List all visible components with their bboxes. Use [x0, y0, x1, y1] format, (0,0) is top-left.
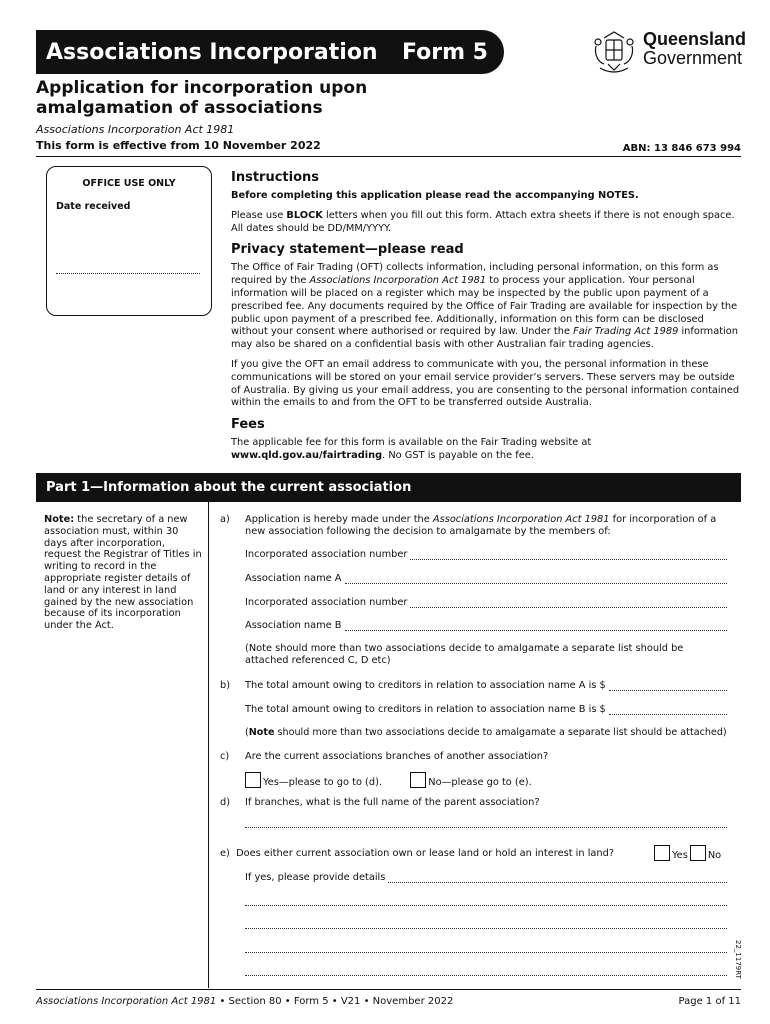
footer-divider — [36, 989, 741, 990]
amount-owing-b-field[interactable]: The total amount owing to creditors in relation to association name B is $ — [245, 704, 727, 715]
office-use-box — [46, 166, 212, 316]
form-number: Form 5 — [402, 39, 488, 65]
land-details-line-5[interactable] — [245, 974, 727, 976]
privacy-text: The Office of Fair Trading (OFT) collects information, including personal information, on this form as required by the Associations Incorporation Act 1981 to process your application. Your personal information will be placed on a register which may be inspected by the public upon payment of a prescribed fee. Any documents required by the Office of Fair Trading are available for inspection by the public upon payment of a prescribed fee. Additionally, information on this form can be disclosed without your consent where authorised or required by law. Under the Fair Trading Act 1989 information may also be shared on a confidential basis with other Australian fair trading agencies. — [231, 262, 738, 351]
land-no-checkbox[interactable] — [690, 845, 706, 861]
land-yes-label: Yes — [672, 850, 688, 861]
item-a-label: a) — [220, 514, 230, 525]
branches-yes-checkbox[interactable] — [245, 772, 261, 788]
fair-trading-link[interactable]: www.qld.gov.au/fairtrading — [231, 449, 383, 461]
page-title: Application for incorporation upon amalgamation of associations — [36, 78, 368, 118]
office-use-title: OFFICE USE ONLY — [82, 178, 176, 189]
association-name-b-field[interactable]: Association name B — [245, 620, 727, 631]
act-name: Associations Incorporation Act 1981 — [36, 123, 235, 136]
incorporated-number-a-field[interactable]: Incorporated association number — [245, 549, 727, 560]
amount-owing-a-field[interactable]: The total amount owing to creditors in relation to association name A is $ — [245, 680, 727, 691]
footer-reference: Associations Incorporation Act 1981 • Section 80 • Form 5 • V21 • November 2022 — [36, 996, 454, 1007]
item-a-text: Application is hereby made under the Associations Incorporation Act 1981 for incorporation of a new association following the decision to amalgamate by the members of: — [245, 514, 717, 537]
land-options — [654, 845, 721, 862]
part1-note: Note: the secretary of a new association must, within 30 days after incorporation, request the Registrar of Titles in writing to record in the appropriate register details of land or any interest in land gained by the new association because of its incorporation under the Act. — [44, 514, 202, 632]
branches-question: Are the current associations branches of another association? — [245, 751, 549, 762]
privacy-heading: Privacy statement—please read — [231, 242, 464, 258]
parent-association-field[interactable] — [245, 826, 727, 828]
logo-line-2: Government — [643, 48, 743, 68]
queensland-government-logo — [590, 28, 747, 78]
abn-number: ABN: 13 846 673 994 — [622, 143, 741, 154]
form-banner — [36, 30, 504, 74]
column-divider — [208, 502, 209, 988]
branches-no-checkbox[interactable] — [410, 772, 426, 788]
side-form-code: 22_1179RT — [734, 940, 742, 979]
land-details-line-3[interactable] — [245, 927, 727, 929]
branches-yes-label: Yes—please to go to (d). — [263, 777, 383, 788]
land-yes-checkbox[interactable] — [654, 845, 670, 861]
date-received-line — [56, 273, 200, 274]
item-b-label: b) — [220, 680, 231, 691]
banner-title: Associations Incorporation — [46, 39, 378, 65]
instructions-notes: Before completing this application please read the accompanying NOTES. — [231, 190, 639, 201]
instructions-heading: Instructions — [231, 170, 320, 185]
land-no-label: No — [707, 850, 722, 861]
header-divider — [36, 156, 741, 157]
land-question: e) Does either current association own or lease land or hold an interest in land? — [220, 848, 615, 859]
page-number: Page 1 of 11 — [678, 996, 741, 1007]
branches-options — [245, 772, 532, 789]
land-details-field[interactable]: If yes, please provide details — [245, 872, 727, 883]
parent-association-question: If branches, what is the full name of the parent association? — [245, 797, 540, 808]
part1-header: Part 1—Information about the current association — [36, 473, 741, 502]
fees-heading: Fees — [231, 417, 265, 433]
note-more-associations: (Note should more than two associations decide to amalgamate a separate list should be attached referenced C, D etc) — [245, 643, 684, 666]
land-details-line-2[interactable] — [245, 904, 727, 906]
instructions-section — [231, 170, 741, 470]
date-received-label: Date received — [56, 201, 131, 212]
effective-date: This form is effective from 10 November 2022 — [36, 139, 321, 152]
branches-no-label: No—please go to (e). — [428, 777, 532, 788]
item-d-label: d) — [220, 797, 231, 808]
association-name-a-field[interactable]: Association name A — [245, 573, 727, 584]
fees-text: The applicable fee for this form is available on the Fair Trading website at www.qld.gov.au/fairtrading. No GST is payable on the fee. — [231, 437, 592, 461]
item-c-label: c) — [220, 751, 230, 762]
note-separate-list: (Note should more than two associations decide to amalgamate a separate list should be attached) — [245, 727, 727, 738]
coat-of-arms-icon — [590, 28, 638, 78]
email-text: If you give the OFT an email address to communicate with you, the personal information in these communications will be stored on your email service provider’s servers. These servers may be outside of Australia. By giving us your email address, you are consenting to the personal information contained within the emails to and from the OFT to be transferred outside Australia. — [231, 358, 740, 409]
instructions-block-letters: Please use BLOCK letters when you fill out this form. Attach extra sheets if there is not enough space. All dates should be DD/MM/YYYY. — [231, 209, 735, 234]
logo-line-1: Queensland — [643, 29, 747, 49]
incorporated-number-b-field[interactable]: Incorporated association number — [245, 597, 727, 608]
land-details-line-4[interactable] — [245, 951, 727, 953]
